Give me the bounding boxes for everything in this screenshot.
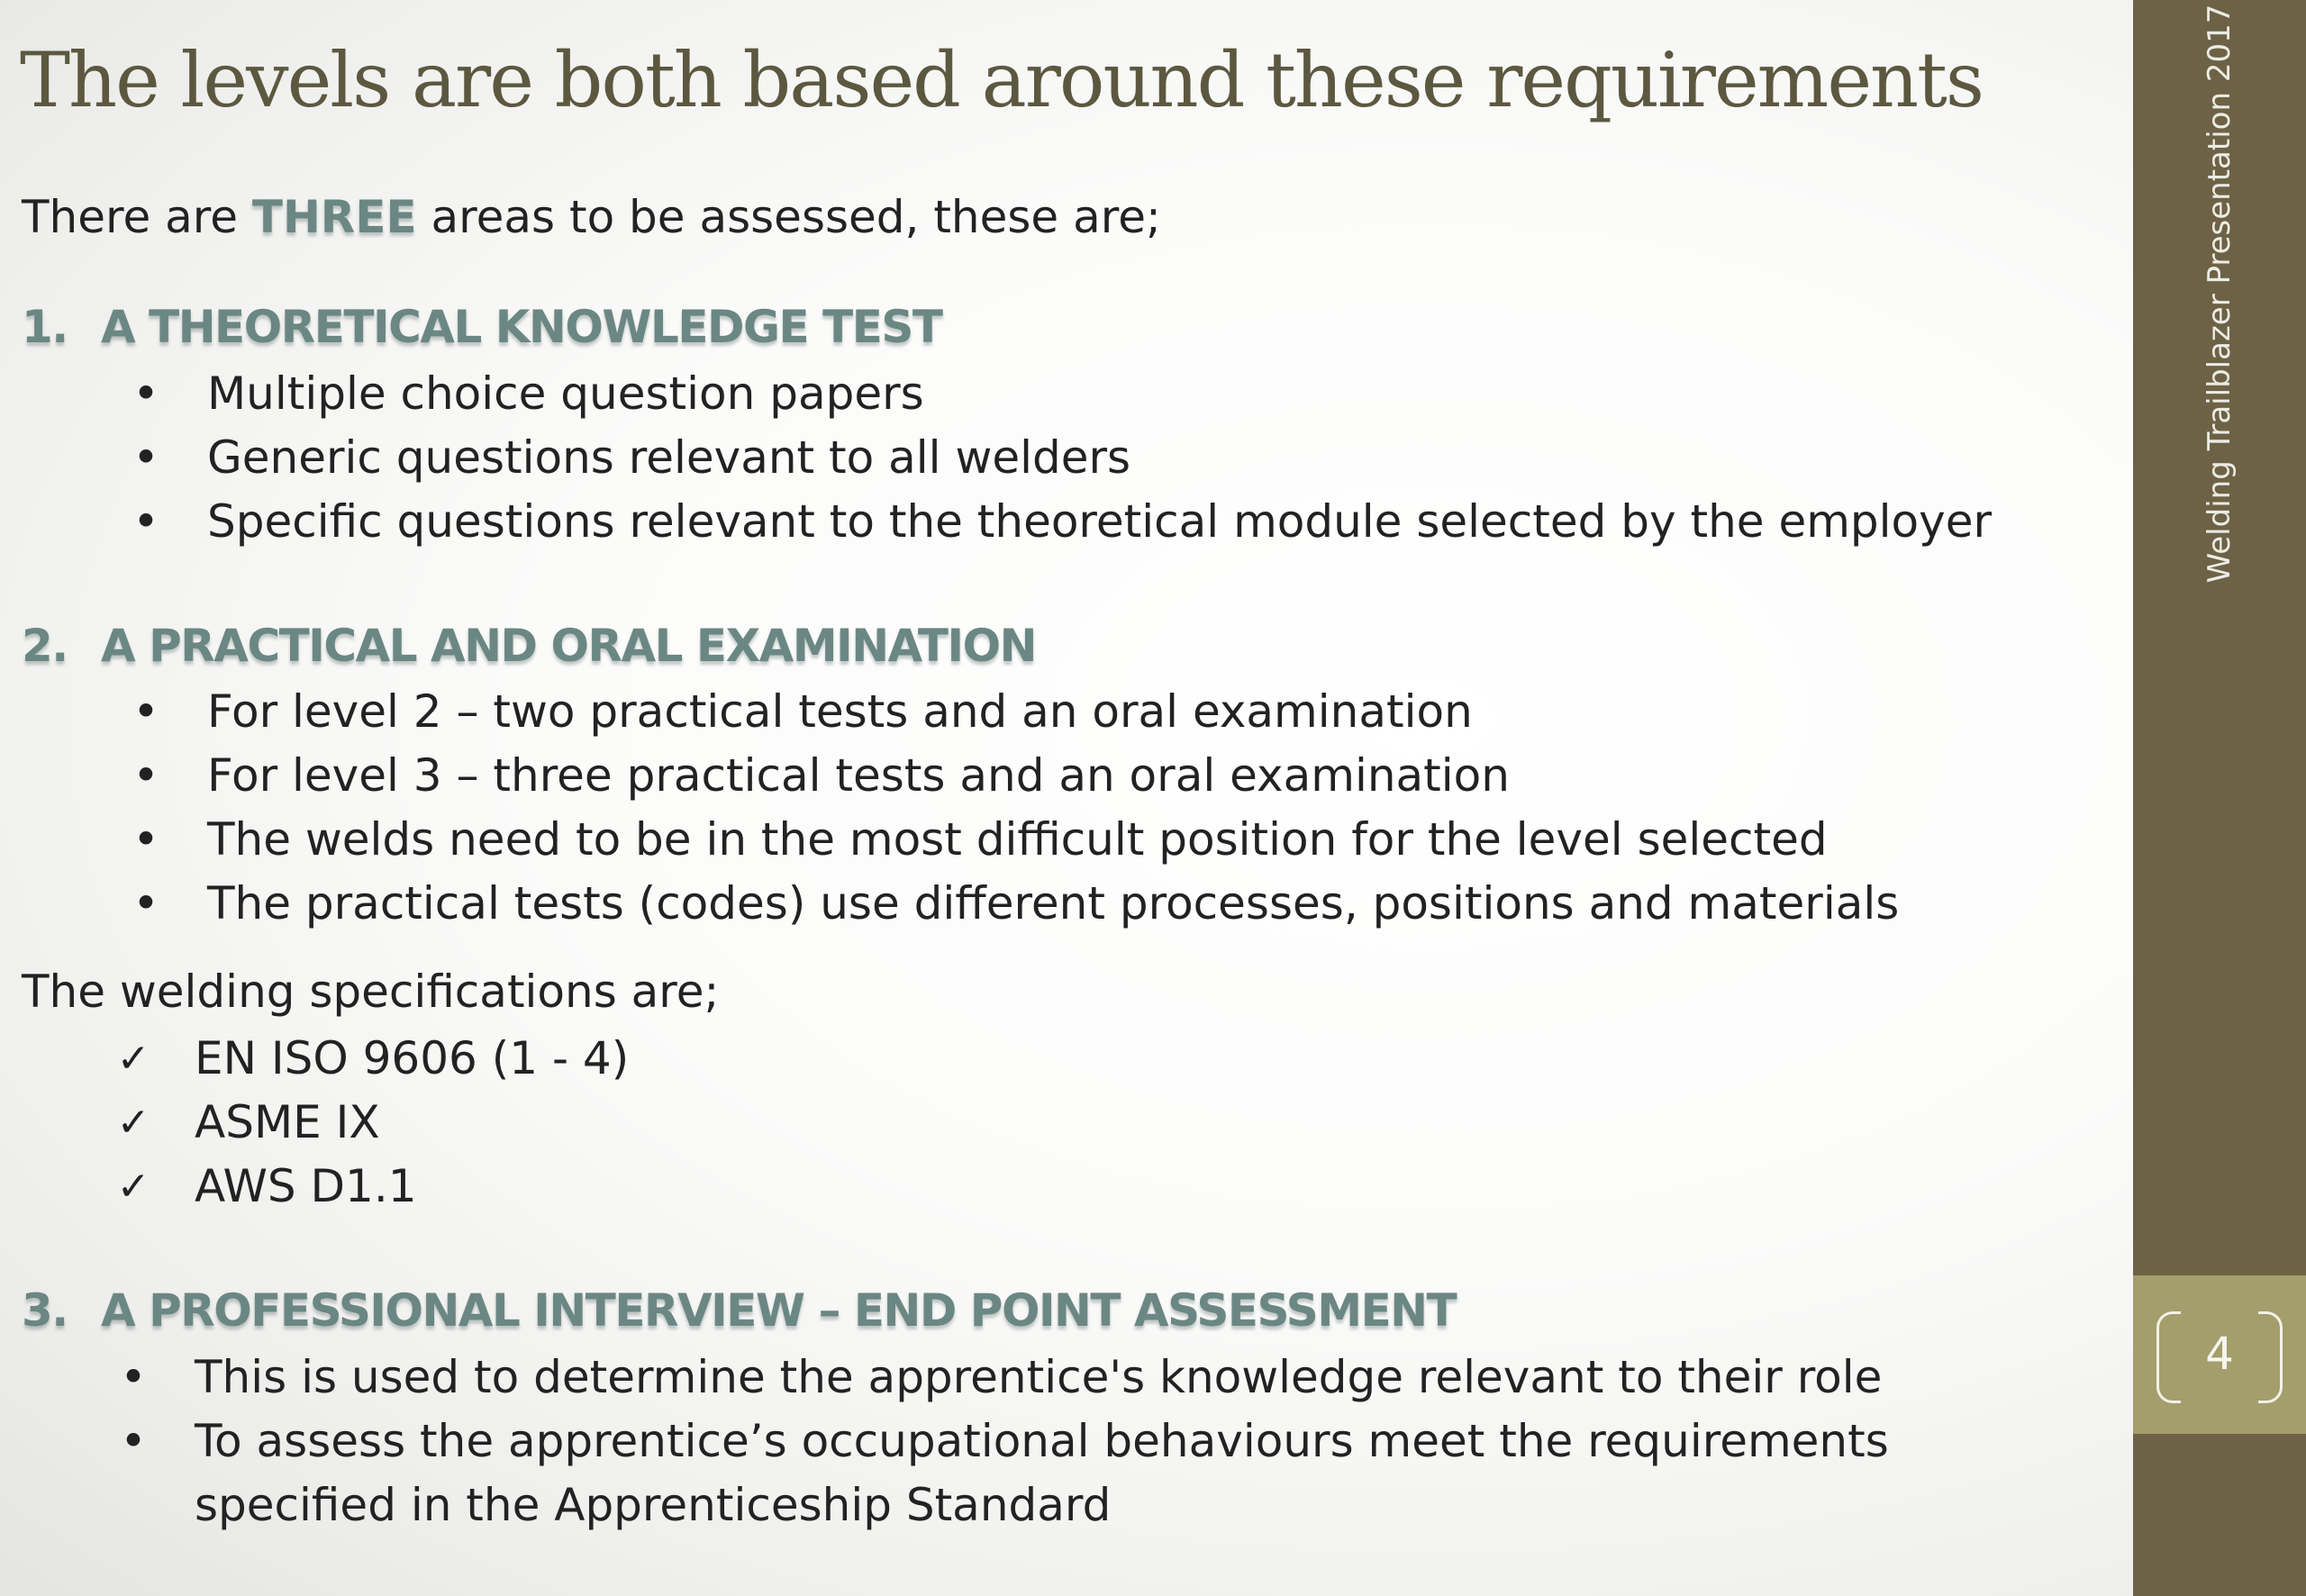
section-number: 1. [22,301,68,353]
list-item [116,1155,629,1219]
list-item-text: For level 2 – two practical tests and an oral examination [207,685,1473,738]
checkmark-icon: ✓ [116,1036,150,1082]
section-title: A PRACTICAL AND ORAL EXAMINATION [101,620,1036,672]
sidebar [2133,0,2306,1596]
specs-check-list [116,1027,630,1219]
section-3-heading [22,1284,1456,1337]
sidebar-vertical-text: Welding Trailblazer Presentation 2017 [2202,4,2238,584]
intro-highlight: THREE [251,191,417,243]
list-item [132,490,1993,554]
list-item [120,1410,2086,1537]
list-item-text: ASME IX [195,1096,380,1148]
bullet-icon: • [132,813,159,866]
list-item-text: EN ISO 9606 (1 - 4) [195,1032,630,1084]
list-item-text: AWS D1.1 [195,1160,417,1212]
bullet-icon: • [132,431,159,484]
list-item [116,1027,630,1091]
section-title: A PROFESSIONAL INTERVIEW – END POINT ASSESSMENT [101,1284,1457,1337]
page-number: 4 [2205,1328,2234,1380]
list-item [132,744,1899,808]
specs-intro: The welding specifications are; [22,966,720,1018]
bullet-icon: • [132,877,159,929]
page-number-box [2133,1275,2306,1434]
section-number: 3. [22,1284,68,1337]
list-item-text: Multiple choice question papers [207,367,924,420]
bullet-icon: • [132,685,159,738]
section-2-bullet-list [132,680,1900,936]
bullet-icon: • [120,1415,147,1467]
list-item [132,426,1992,490]
checkmark-icon: ✓ [116,1164,150,1210]
list-item [116,1091,629,1155]
section-3-bullet-list [120,1346,2086,1537]
list-item [132,680,1899,744]
list-item [132,872,1900,936]
section-1-bullet-list [132,362,1993,554]
list-item-text: The welds need to be in the most difficult position for the level selected [207,813,1828,866]
list-item-text: For level 3 – three practical tests and an oral examination [207,749,1510,802]
section-1-heading [22,301,942,353]
section-number: 2. [22,620,68,672]
checkmark-icon: ✓ [116,1100,150,1146]
list-item-text: To assess the apprentice’s occupational behaviours meet the requirements specified in the Apprenticeship Standard [195,1415,1889,1531]
list-item [120,1346,2086,1410]
bullet-icon: • [132,495,159,548]
bullet-icon: • [132,367,159,420]
bullet-icon: • [132,749,159,802]
intro-text [22,191,1161,243]
list-item-text: The practical tests (codes) use different processes, positions and materials [207,877,1900,929]
section-2-heading [22,620,1036,672]
list-item-text: Specific questions relevant to the theoretical module selected by the employer [207,495,1993,548]
bullet-icon: • [120,1351,147,1403]
intro-suffix: areas to be assessed, these are; [416,191,1161,243]
right-bracket-icon [2258,1311,2283,1403]
list-item-text: This is used to determine the apprentice's knowledge relevant to their role [195,1351,1883,1403]
list-item [132,362,1992,426]
section-title: A THEORETICAL KNOWLEDGE TEST [101,301,942,353]
intro-prefix: There are [22,191,252,243]
slide-title: The levels are both based around these requirements [20,36,1984,124]
list-item [132,808,1899,872]
list-item-text: Generic questions relevant to all welders [207,431,1131,484]
